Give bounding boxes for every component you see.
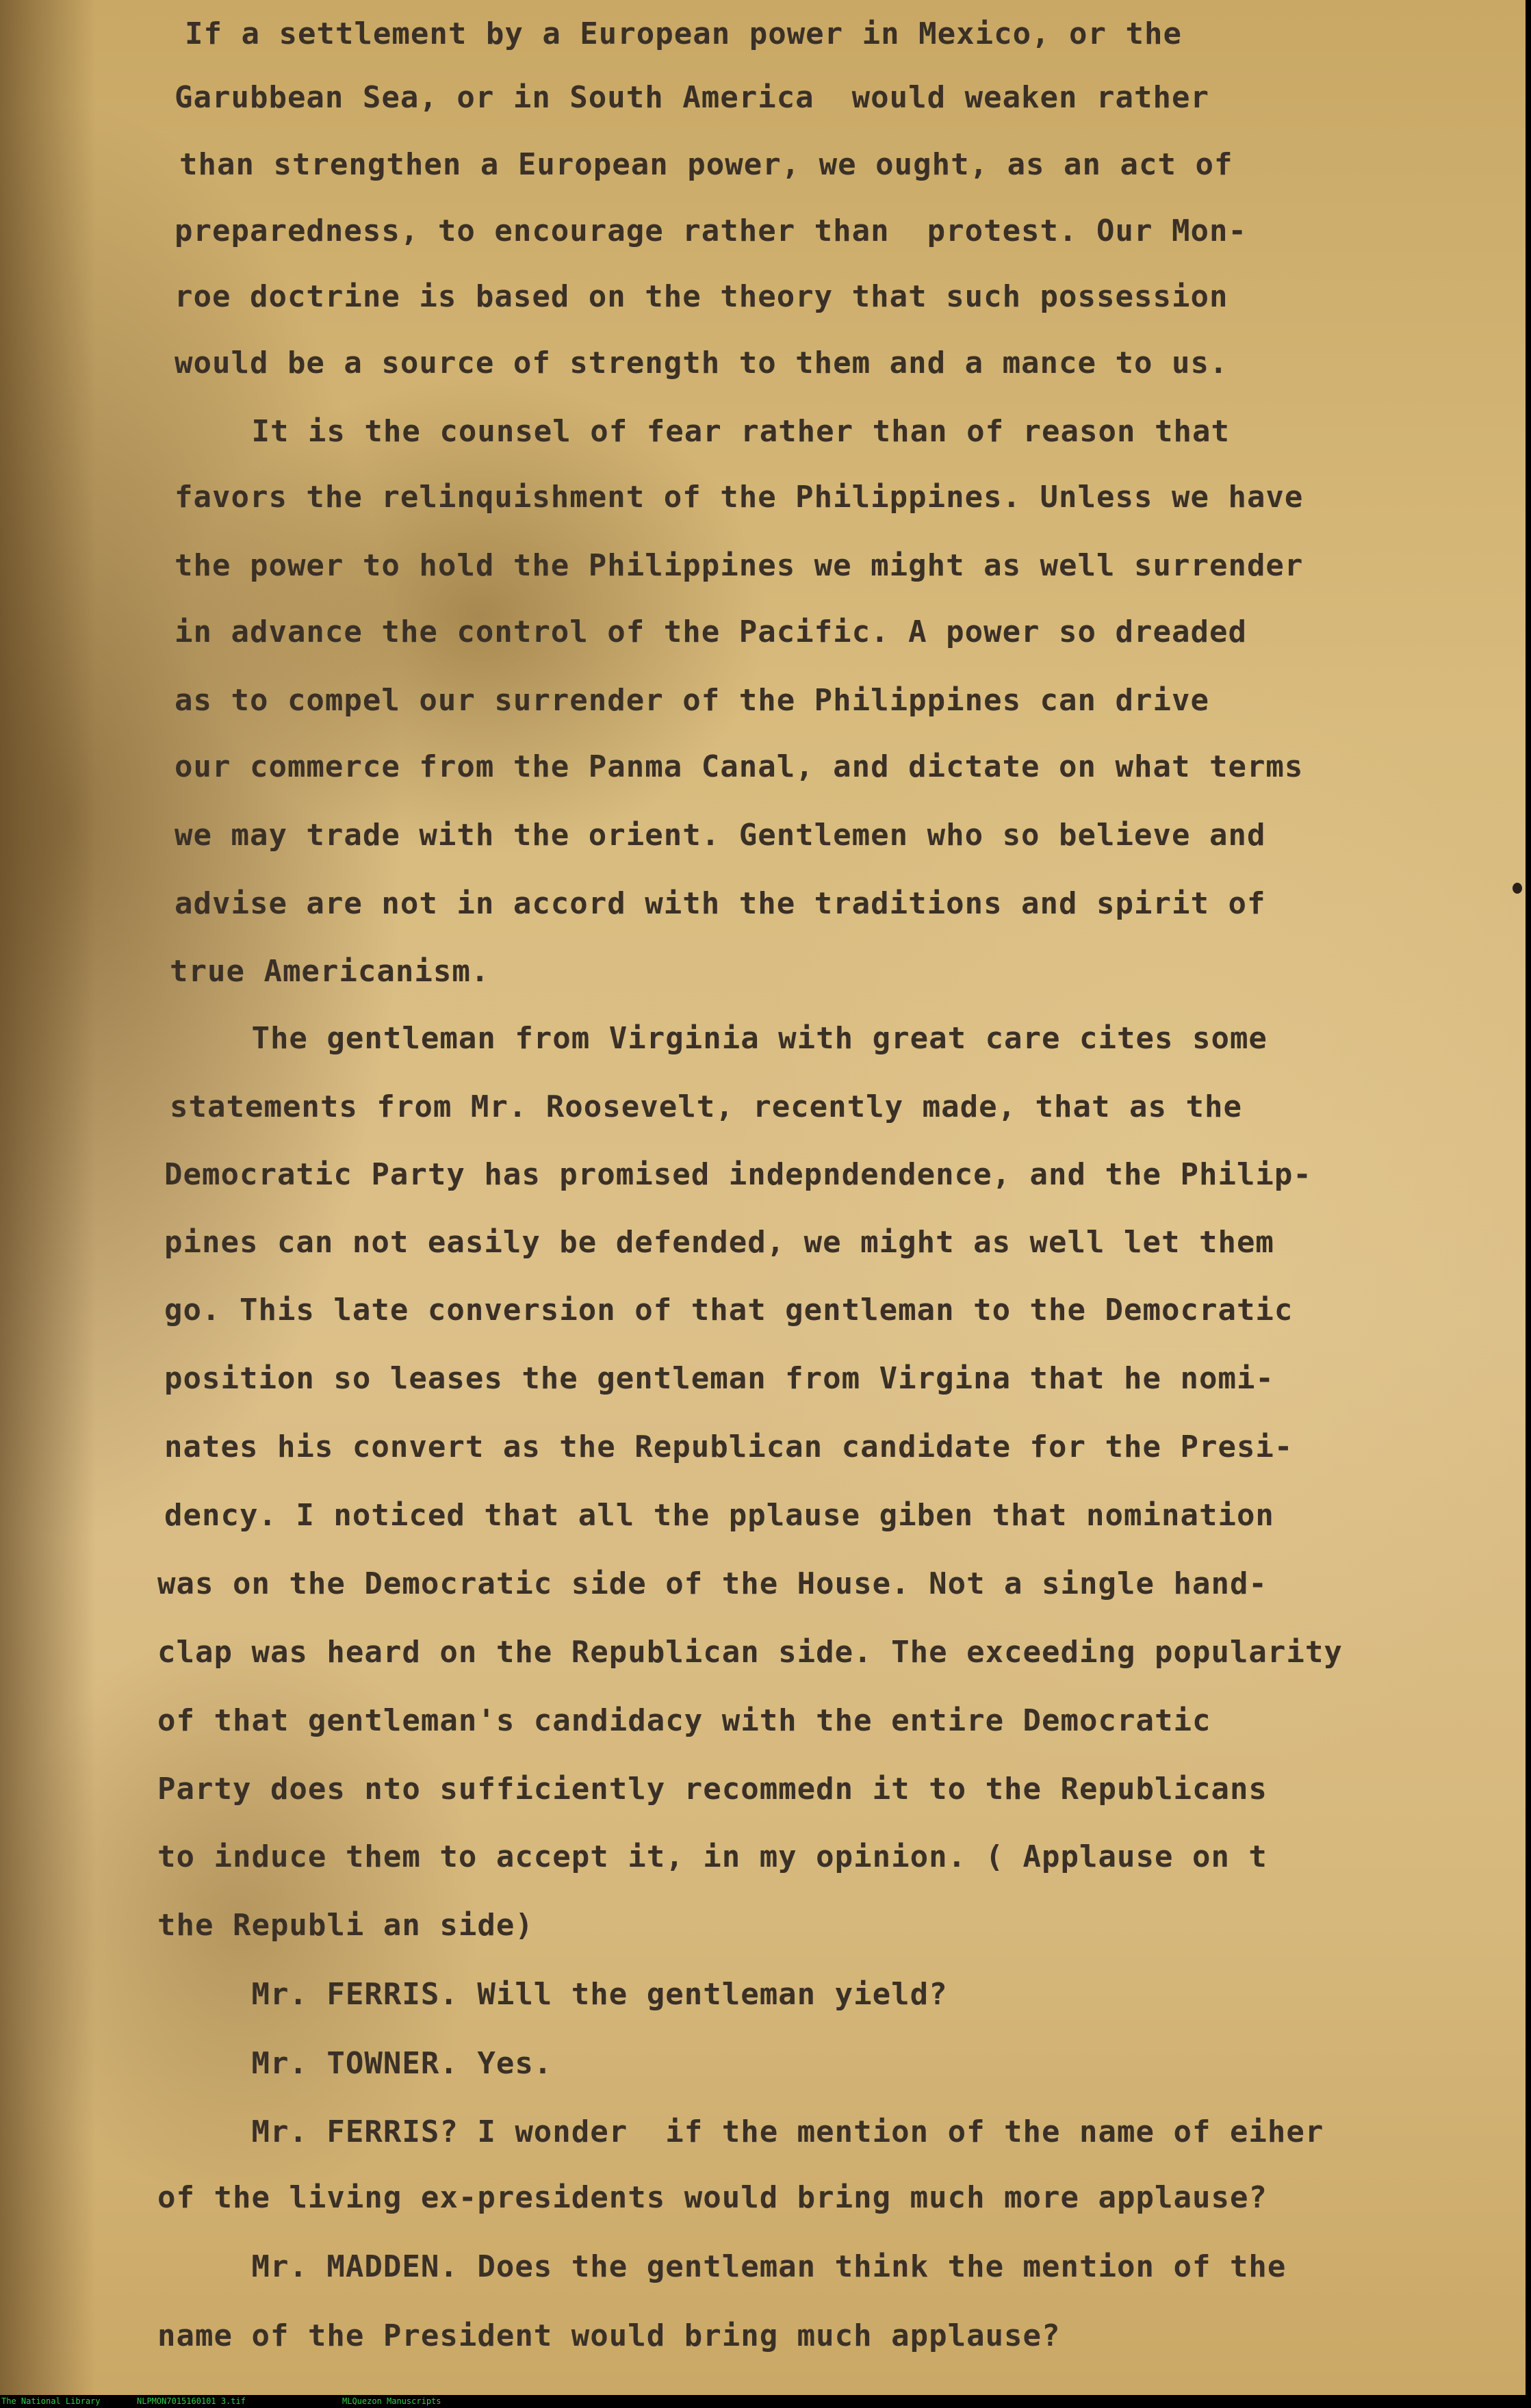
text-line: in advance the control of the Pacific. A power so dreaded [175,614,1247,649]
text-line: preparedness, to encourage rather than protest. Our Mon- [175,213,1247,248]
text-line: the Republi an side) [157,1908,534,1943]
footer-filename: NLPMON7015160101 3.tif [137,2396,246,2406]
text-line: favors the relinquishment of the Philippines. Unless we have [175,480,1304,515]
ink-spot [1513,883,1522,894]
text-line: of that gentleman's candidacy with the entire Democratic [157,1703,1211,1738]
text-line: Mr. MADDEN. Does the gentleman think the mention of the [157,2249,1287,2284]
text-line: was on the Democratic side of the House. Not a single hand- [157,1566,1268,1601]
page-stain [0,0,96,2395]
text-line: Party does nto sufficiently recommedn it to the Republicans [157,1772,1268,1807]
text-line: would be a source of strength to them and a mance to us. [175,346,1228,380]
text-line: name of the President would bring much applause? [157,2318,1061,2353]
text-line: Democratic Party has promised indepndendence, and the Philip- [164,1157,1312,1192]
text-line: The gentleman from Virginia with great care cites some [157,1021,1268,1056]
text-line: pines can not easily be defended, we might as well let them [164,1225,1274,1260]
text-line: statements from Mr. Roosevelt, recently made, that as the [170,1089,1242,1124]
text-line: If a settlement by a European power in Mexico, or the [185,16,1182,51]
text-line: nates his convert as the Republican candidate for the Presi- [164,1429,1294,1464]
text-line: of the living ex-presidents would bring much more applause? [157,2180,1268,2215]
text-line: Mr. FERRIS. Will the gentleman yield? [157,1977,948,2012]
scan-footer [0,2395,1531,2408]
text-line: the power to hold the Philippines we might as well surrender [175,548,1304,583]
text-line: to induce them to accept it, in my opinion. ( Applause on t [157,1839,1268,1874]
text-line: Mr. FERRIS? I wonder if the mention of the name of eiher [157,2114,1324,2149]
text-line: we may trade with the orient. Gentlemen who so believe and [175,818,1266,853]
text-line: than strengthen a European power, we ought, as an act of [179,147,1233,182]
text-line: dency. I noticed that all the pplause giben that nomination [164,1498,1274,1533]
text-line: our commerce from the Panma Canal, and dictate on what terms [175,749,1304,784]
footer-collection: MLQuezon Manuscripts [342,2396,441,2406]
text-line: go. This late conversion of that gentleman to the Democratic [164,1293,1294,1328]
text-line: advise are not in accord with the traditions and spirit of [175,886,1266,921]
text-line: roe doctrine is based on the theory that such possession [175,279,1228,314]
text-line: Garubbean Sea, or in South America would weaken rather [175,80,1209,115]
text-line: true Americanism. [170,954,490,989]
text-line: position so leases the gentleman from Virgina that he nomi- [164,1361,1274,1396]
text-line: as to compel our surrender of the Philippines can drive [175,683,1209,718]
text-line: Mr. TOWNER. Yes. [157,2046,553,2081]
text-line: clap was heard on the Republican side. The exceeding popularity [157,1635,1343,1670]
text-line: It is the counsel of fear rather than of reason that [157,414,1230,449]
footer-library: The National Library [1,2396,101,2406]
